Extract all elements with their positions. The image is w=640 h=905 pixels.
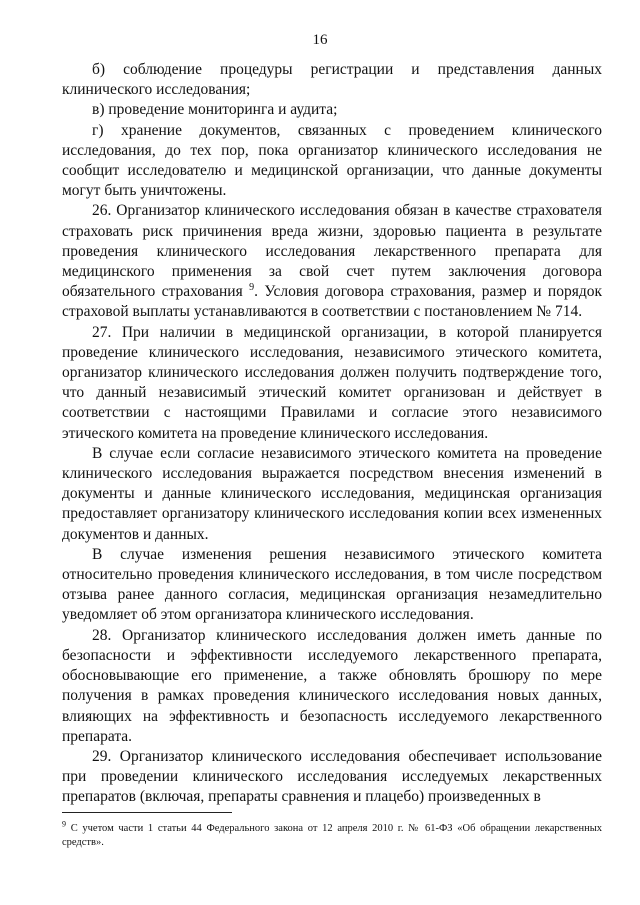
paragraph-26-tail: . Условия договора страхования, размер и порядок страховой выплаты устанавливаются в соответствии с постановлением № 714. xyxy=(62,283,602,321)
page-number: 16 xyxy=(312,32,328,48)
paragraph-27: 27. При наличии в медицинской организации, в которой планируется проведение клинического исследования, независимого этического комитета, организатор клинического исследования должен получить подтверждение того, что данный независимый этический комитет организован и действует в соответствии с настоящими Правилами и согласие этого независимого этического комитета на проведение клинического исследования. xyxy=(62,323,602,442)
paragraph-26-text: 26. Организатор клинического исследования обязан в качестве страхователя страховать риск причинения вреда жизни, здоровью пациента в результате проведения клинического исследования лекарственного препарата для медицинского применения за свой счет путем заключения договора обязательного страхования xyxy=(62,202,602,301)
paragraph-g: г) хранение документов, связанных с проведением клинического исследования, до тех пор, пока организатор клинического исследования не сообщит исследователю и медицинской организации, что данные документы могут быть уничтожены. xyxy=(62,121,602,200)
body-text xyxy=(62,60,602,808)
footnote xyxy=(62,819,602,850)
paragraph-b: б) соблюдение процедуры регистрации и представления данных клинического исследования; xyxy=(62,61,602,99)
footnote-mark: 9 xyxy=(62,819,66,829)
footnote-separator xyxy=(62,812,232,813)
paragraph-27-consent-changes: В случае если согласие независимого этического комитета на проведение клинического исследования выражается посредством внесения изменений в документы и данные клинического исследования, медицинская организация предоставляет организатору клинического исследования копии всех измененных документов и данных. xyxy=(62,444,602,543)
paragraph-27-decision-change: В случае изменения решения независимого этического комитета относительно проведения клинического исследования, в том числе посредством отзыва ранее данного согласия, медицинская организация незамедлительно уведомляет об этом организатора клинического исследования. xyxy=(62,545,602,624)
footnote-text: С учетом части 1 статьи 44 Федерального закона от 12 апреля 2010 г. № 61-ФЗ «Об обращении лекарственных средств». xyxy=(62,823,602,848)
paragraph-29: 29. Организатор клинического исследования обеспечивает использование при проведении клинического исследования исследуемых лекарственных препаратов (включая, препараты сравнения и плацебо) произведенных в xyxy=(62,747,602,806)
paragraph-28: 28. Организатор клинического исследования должен иметь данные по безопасности и эффективности исследуемого лекарственного препарата, обосновывающие его применение, а также обновлять брошюру по мере получения в рамках проведения клинического исследования новых данных, влияющих на эффективность и безопасность исследуемого лекарственного препарата. xyxy=(62,626,602,745)
paragraph-26 xyxy=(62,201,602,322)
footnote-reference[interactable]: 9 xyxy=(249,282,255,294)
paragraph-v: в) проведение мониторинга и аудита; xyxy=(92,101,338,119)
